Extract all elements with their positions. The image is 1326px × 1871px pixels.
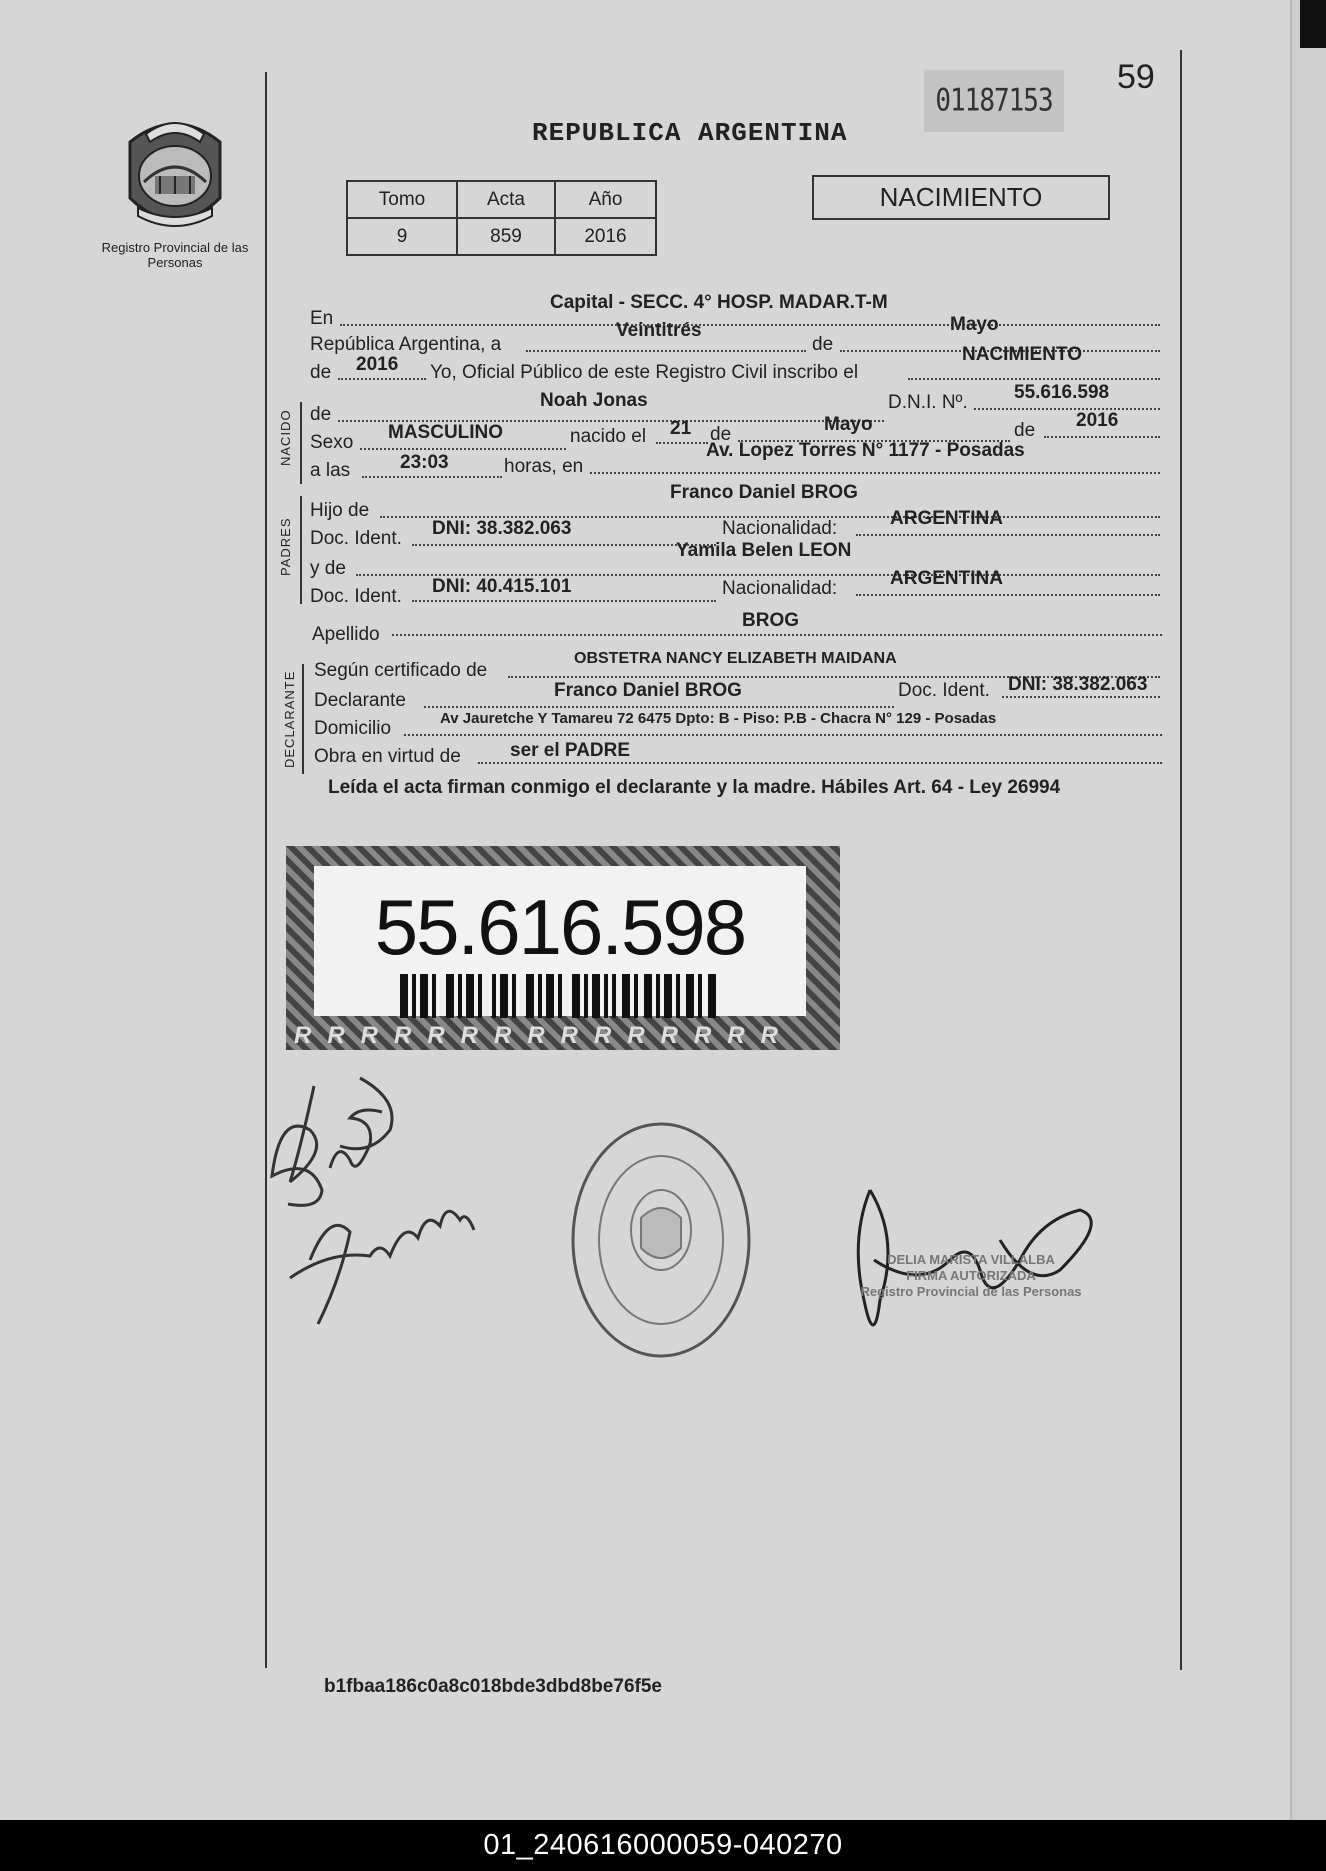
- official-seal: [566, 1118, 756, 1362]
- value-year: 2016: [356, 354, 399, 375]
- dots-time: [362, 476, 502, 478]
- file-id-footer: 01_240616000059-040270: [0, 1820, 1326, 1871]
- value-birth-day: 21: [670, 418, 692, 439]
- label-nacido-el: nacido el: [570, 426, 647, 447]
- label-republica: República Argentina, a: [310, 334, 502, 355]
- dni-label-inner: [314, 866, 806, 1016]
- dots-sex: [360, 448, 566, 450]
- dots-address: [404, 734, 1162, 736]
- country-title: REPUBLICA ARGENTINA: [532, 118, 848, 148]
- closing-statement: Leída el acta firman conmigo el declarante y la madre. Hábiles Art. 64 - Ley 26994: [328, 777, 1061, 798]
- label-en: En: [310, 308, 334, 329]
- value-certificate: OBSTETRA NANCY ELIZABETH MAIDANA: [574, 650, 897, 667]
- label-nacionalidad-father: Nacionalidad:: [722, 518, 838, 539]
- side-label-declarante: DECLARANTE: [282, 670, 297, 768]
- value-father-doc: DNI: 38.382.063: [432, 518, 572, 539]
- barcode: [400, 974, 720, 1018]
- officer-office: Registro Provincial de las Personas: [860, 1284, 1082, 1299]
- page-edge-strip: [1290, 0, 1326, 1820]
- dots-father-nat: [856, 534, 1160, 536]
- value-capacity: ser el PADRE: [510, 740, 631, 761]
- officer-role: FIRMA AUTORIZADA: [906, 1268, 1036, 1283]
- value-time: 23:03: [400, 452, 449, 473]
- value-place: Capital - SECC. 4° HOSP. MADAR.T-M: [550, 292, 888, 313]
- document-hash: b1fbaa186c0a8c018bde3dbd8be76f5e: [324, 1676, 662, 1697]
- value-birth-month: Mayo: [824, 414, 873, 435]
- label-doc-ident-declarant: Doc. Ident.: [898, 680, 990, 701]
- label-hijo-de: Hijo de: [310, 500, 370, 521]
- dots-en: [340, 324, 1160, 326]
- dots-birth-year: [1044, 436, 1160, 438]
- value-mother: Yamila Belen LEON: [676, 540, 852, 561]
- dots-mother-doc: [412, 600, 716, 602]
- label-doc-ident-father: Doc. Ident.: [310, 528, 402, 549]
- label-segun: Según certificado de: [314, 660, 488, 681]
- col-anio-header: Año: [555, 181, 656, 218]
- dots-declarant: [424, 706, 894, 708]
- label-de-month: de: [812, 334, 834, 355]
- padres-bracket: [300, 496, 302, 604]
- label-horas: horas, en: [504, 456, 584, 477]
- serial-stamp: 01187153: [924, 70, 1064, 132]
- value-birth-year: 2016: [1076, 410, 1119, 431]
- label-de-day: de: [710, 424, 732, 445]
- dots-declarant-doc: [1002, 696, 1160, 698]
- record-value-row: [347, 218, 656, 255]
- dots-capacity: [478, 762, 1162, 764]
- tomo-value: 9: [347, 218, 457, 255]
- label-declarante: Declarante: [314, 690, 406, 711]
- label-nacionalidad-mother: Nacionalidad:: [722, 578, 838, 599]
- value-sex: MASCULINO: [388, 422, 504, 443]
- label-sexo: Sexo: [310, 432, 354, 453]
- label-de-year-2: de: [1014, 420, 1036, 441]
- label-obra: Obra en virtud de: [314, 746, 461, 767]
- label-dni: D.N.I. Nº.: [888, 392, 968, 413]
- value-day-text: Veintitrés: [616, 320, 702, 341]
- value-birth-place: Av. Lopez Torres N° 1177 - Posadas: [706, 440, 1025, 461]
- side-label-nacido: NACIDO: [278, 409, 293, 466]
- dots-event: [908, 378, 1160, 380]
- value-month: Mayo: [950, 314, 999, 335]
- record-header-row: [347, 181, 656, 218]
- value-mother-nat: ARGENTINA: [890, 568, 1003, 589]
- province-seal-logo: [120, 112, 230, 242]
- value-father: Franco Daniel BROG: [670, 482, 858, 503]
- value-dni: 55.616.598: [1014, 382, 1110, 403]
- security-pattern-r: RRRRRRRRRRRRRRR: [294, 1022, 794, 1049]
- declarante-bracket: [302, 664, 304, 774]
- value-declarant-doc: DNI: 38.382.063: [1008, 674, 1148, 695]
- label-doc-ident-mother: Doc. Ident.: [310, 586, 402, 607]
- officer-name: DELIA MARISTA VILLALBA: [887, 1252, 1055, 1267]
- dni-label-sticker: [286, 846, 840, 1050]
- col-tomo-header: Tomo: [347, 181, 457, 218]
- dots-year: [338, 378, 426, 380]
- label-a-las: a las: [310, 460, 351, 481]
- value-father-nat: ARGENTINA: [890, 508, 1003, 529]
- dots-day: [526, 350, 806, 352]
- col-acta-header: Acta: [457, 181, 555, 218]
- label-de-name: de: [310, 404, 332, 425]
- label-oficial: Yo, Oficial Público de este Registro Civil inscribo el: [430, 362, 859, 383]
- page-number: 59: [1117, 58, 1155, 96]
- dots-surname: [392, 634, 1162, 636]
- acta-value: 859: [457, 218, 555, 255]
- record-type-box: NACIMIENTO: [812, 175, 1110, 220]
- label-de-year: de: [310, 362, 332, 383]
- value-declarant: Franco Daniel BROG: [554, 680, 742, 701]
- declarant-signatures: [270, 1060, 480, 1350]
- dni-label-number: 55.616.598: [374, 883, 746, 971]
- record-table: [346, 180, 657, 256]
- label-apellido: Apellido: [312, 624, 380, 645]
- anio-value: 2016: [555, 218, 656, 255]
- value-surname: BROG: [742, 610, 799, 631]
- right-margin-line: [1180, 50, 1182, 1670]
- nacido-bracket: [300, 402, 302, 484]
- value-address: Av Jauretche Y Tamareu 72 6475 Dpto: B - Piso: P.B - Chacra N° 129 - Posadas: [440, 710, 997, 727]
- label-y-de: y de: [310, 558, 346, 579]
- value-mother-doc: DNI: 40.415.101: [432, 576, 572, 597]
- dots-birth-place: [590, 472, 1160, 474]
- registry-caption: Registro Provincial de las Personas: [101, 240, 249, 270]
- value-name: Noah Jonas: [540, 390, 648, 411]
- dots-dni: [974, 408, 1160, 410]
- officer-stamp: [836, 1252, 1106, 1300]
- label-domicilio: Domicilio: [314, 718, 392, 739]
- dots-mother-nat: [856, 594, 1160, 596]
- value-event: NACIMIENTO: [962, 344, 1082, 365]
- dots-father-doc: [412, 544, 716, 546]
- dots-birth-day: [656, 442, 708, 444]
- left-margin-line: [265, 72, 267, 1668]
- side-label-padres: PADRES: [278, 517, 293, 576]
